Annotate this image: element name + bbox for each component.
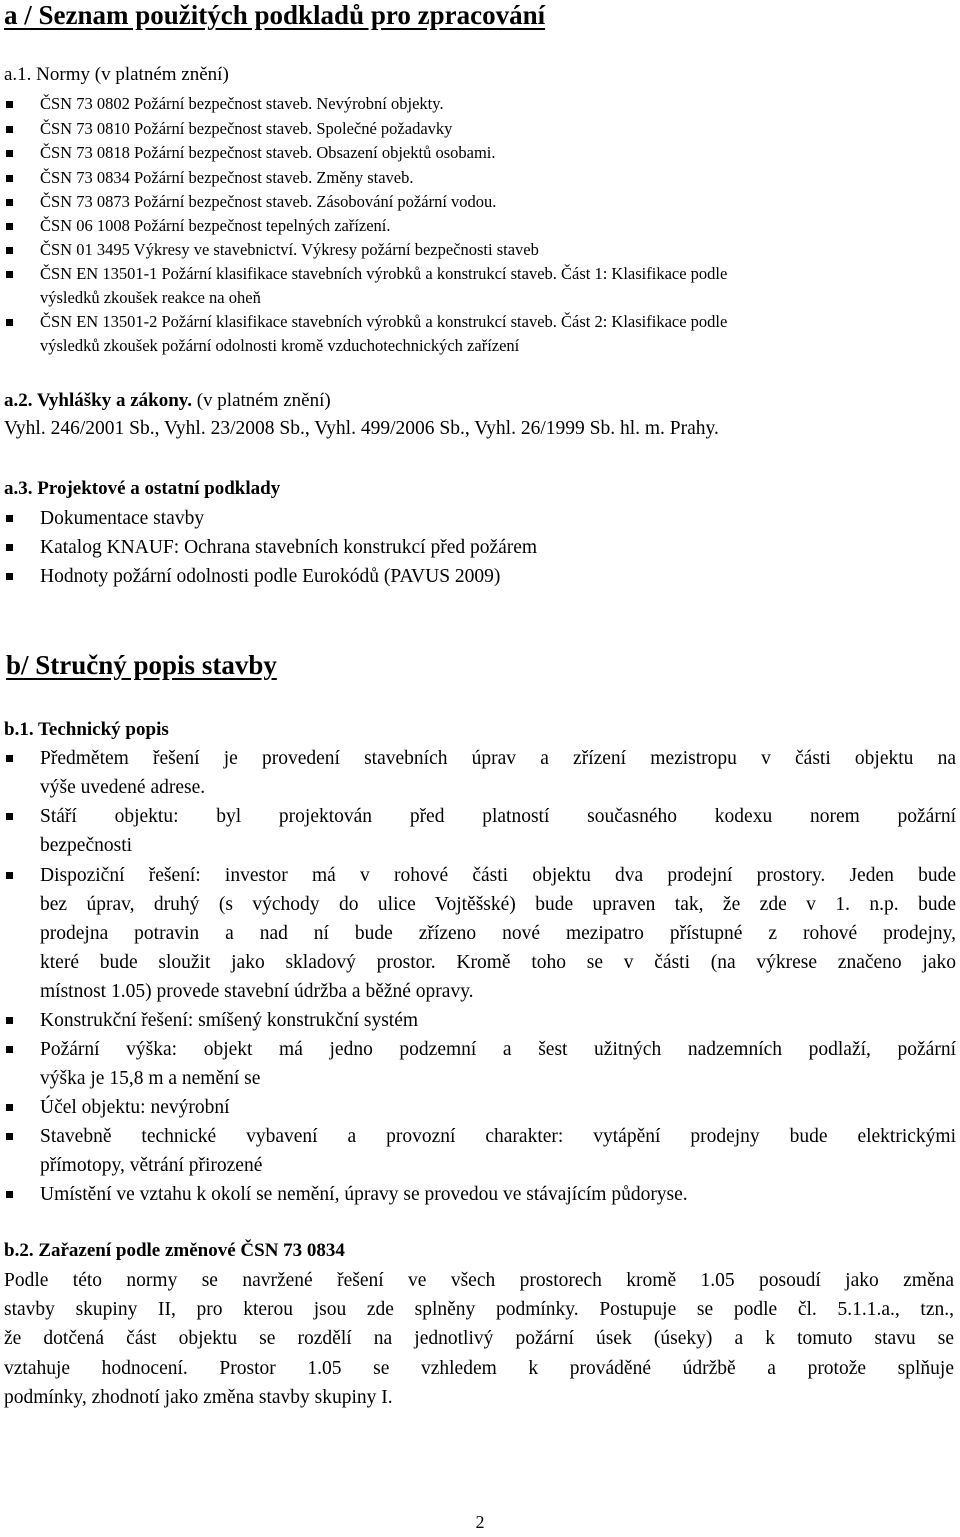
bullet-icon	[6, 573, 13, 580]
page-number: 2	[475, 1512, 485, 1532]
heading-a1	[4, 64, 229, 86]
heading-a2	[4, 390, 331, 412]
heading-a3: a.3. Projektové a ostatní podklady	[4, 478, 281, 499]
section-title-b: b/ Stručný popis stavby	[6, 650, 277, 680]
heading-a2-label: a.2. Vyhlášky a zákony.	[4, 390, 192, 411]
bullet-icon	[6, 755, 13, 762]
bullet-icon	[6, 1017, 13, 1024]
bullet-icon	[6, 150, 13, 157]
heading-a2-note: (v platném znění)	[191, 390, 331, 411]
bullet-icon	[6, 544, 13, 551]
bullet-icon	[6, 175, 13, 182]
bullet-icon	[6, 1046, 13, 1053]
bullet-icon	[6, 872, 13, 879]
heading-a1-note: (v platném znění)	[90, 64, 229, 85]
bullet-icon	[6, 271, 13, 278]
document-page: a / Seznam použitých podkladů pro zpracování a.1. Normy (v platném znění) ČSN 73 0802 Požární bezpečnost staveb. Nevýrobní objekty. ČSN 73 0810 Požární bezpečnost staveb. Společné požadavky ČSN 73 0818 Požární bezpečnost staveb. Obsazení objektů osobami. ČSN 73 0834 Požární bezpečnost staveb. Změny staveb. ČSN 73 0873 Požární bezpečnost staveb. Zásobování požární vodou. ČSN 06 1008 Požární bezpečnost tepelných zařízení. ČSN 01 3495 Výkresy ve stavebnictví. Výkresy požární bezpečnosti staveb ČSN EN 13501-1 Požární klasifikace stavebních výrobků a konstrukcí staveb. Část 1: Klasifikace podle výsledků zkoušek reakce na oheň ČSN EN 13501-2 Požární klasifikace stavebních výrobků a konstrukcí staveb. Část 2: Klasifikace podle výsledků zkoušek požární odolnosti kromě vzduchotechnických zařízení a.2. Vyhlášky a zákony. (v platném znění) Vyhl. 246/2001 Sb., Vyhl. 23/2008 Sb., Vyhl. 499/2006 Sb., Vyhl. 26/1999 Sb. hl. m. Prahy. a.3. Projektové a ostatní podklady Dokumentace stavby Katalog KNAUF: Ochrana stavebních konstrukcí před požárem Hodnoty požární odolnosti podle Eurokódů (PAVUS 2009) b/ Stručný popis stavby b.1. Technický popis Předmětem řešení je provedení stavebních úprav a zřízení mezistropu v části objektu na výše uvedené adrese. Stáří objektu: byl projektován před platností současného kodexu norem požární bezpečnosti Dispoziční řešení: investor má v rohové části objektu dva prodejní prostory. Jeden bude bez úprav, druhý (s východy do ulice Vojtěšské) bude upraven tak, že zde v 1. n.p. bude prodejna potravin a nad ní bude zřízeno nové mezipatro přístupné z rohové prodejny, které bude sloužit jako skladový prostor. Kromě toho se v části (na výkrese značeno jako místnost 1.05) provede stavební údržba a běžné opravy. Konstrukční řešení: smíšený konstrukční systém Požární výška: objekt má jedno podzemní a šest užitných nadzemních podlaží, požární výška je 15,8 m a nemění se Účel objektu: nevýrobní Stavebně technické vybavení a provozní charakter: vytápění prodejny bude elektrickými přímotopy, větrání přirozené Umístění ve vztahu k okolí se nemění, úpravy se provedou ve stávajícím půdoryse. b.2. Zařazení podle změnové ČSN 73 0834 Podle této normy se navržené řešení ve všech prostorech kromě 1.05 posoudí jako změna stavby skupiny II, pro kterou jsou zde splněny podmínky. Postupuje se podle čl. 5.1.1.a., tzn., že dotčená část objektu se rozdělí na jednotlivý požární úsek (úseky) a k tomuto stavu se vztahuje hodnocení. Prostor 1.05 se vzhledem k prováděné údržbě a protože splňuje podmínky, zhodnotí jako změna stavby skupiny I. 2	[0, 0, 960, 1537]
regulations-text: Vyhl. 246/2001 Sb., Vyhl. 23/2008 Sb., Vyhl. 499/2006 Sb., Vyhl. 26/1999 Sb. hl. m. Prahy.	[4, 418, 719, 439]
bullet-icon	[6, 101, 13, 108]
section-title-a: a / Seznam použitých podkladů pro zpracování	[4, 0, 546, 30]
bullet-icon	[6, 199, 13, 206]
bullet-icon	[6, 1104, 13, 1111]
bullet-icon	[6, 1133, 13, 1140]
bullet-icon	[6, 223, 13, 230]
bullet-icon	[6, 813, 13, 820]
bullet-icon	[6, 515, 13, 522]
bullet-icon	[6, 1191, 13, 1198]
bullet-icon	[6, 247, 13, 254]
heading-b1: b.1. Technický popis	[4, 719, 169, 740]
heading-a1-label: a.1. Normy	[4, 64, 91, 85]
bullet-icon	[6, 319, 13, 326]
bullet-icon	[6, 126, 13, 133]
heading-b2: b.2. Zařazení podle změnové ČSN 73 0834	[4, 1240, 345, 1261]
